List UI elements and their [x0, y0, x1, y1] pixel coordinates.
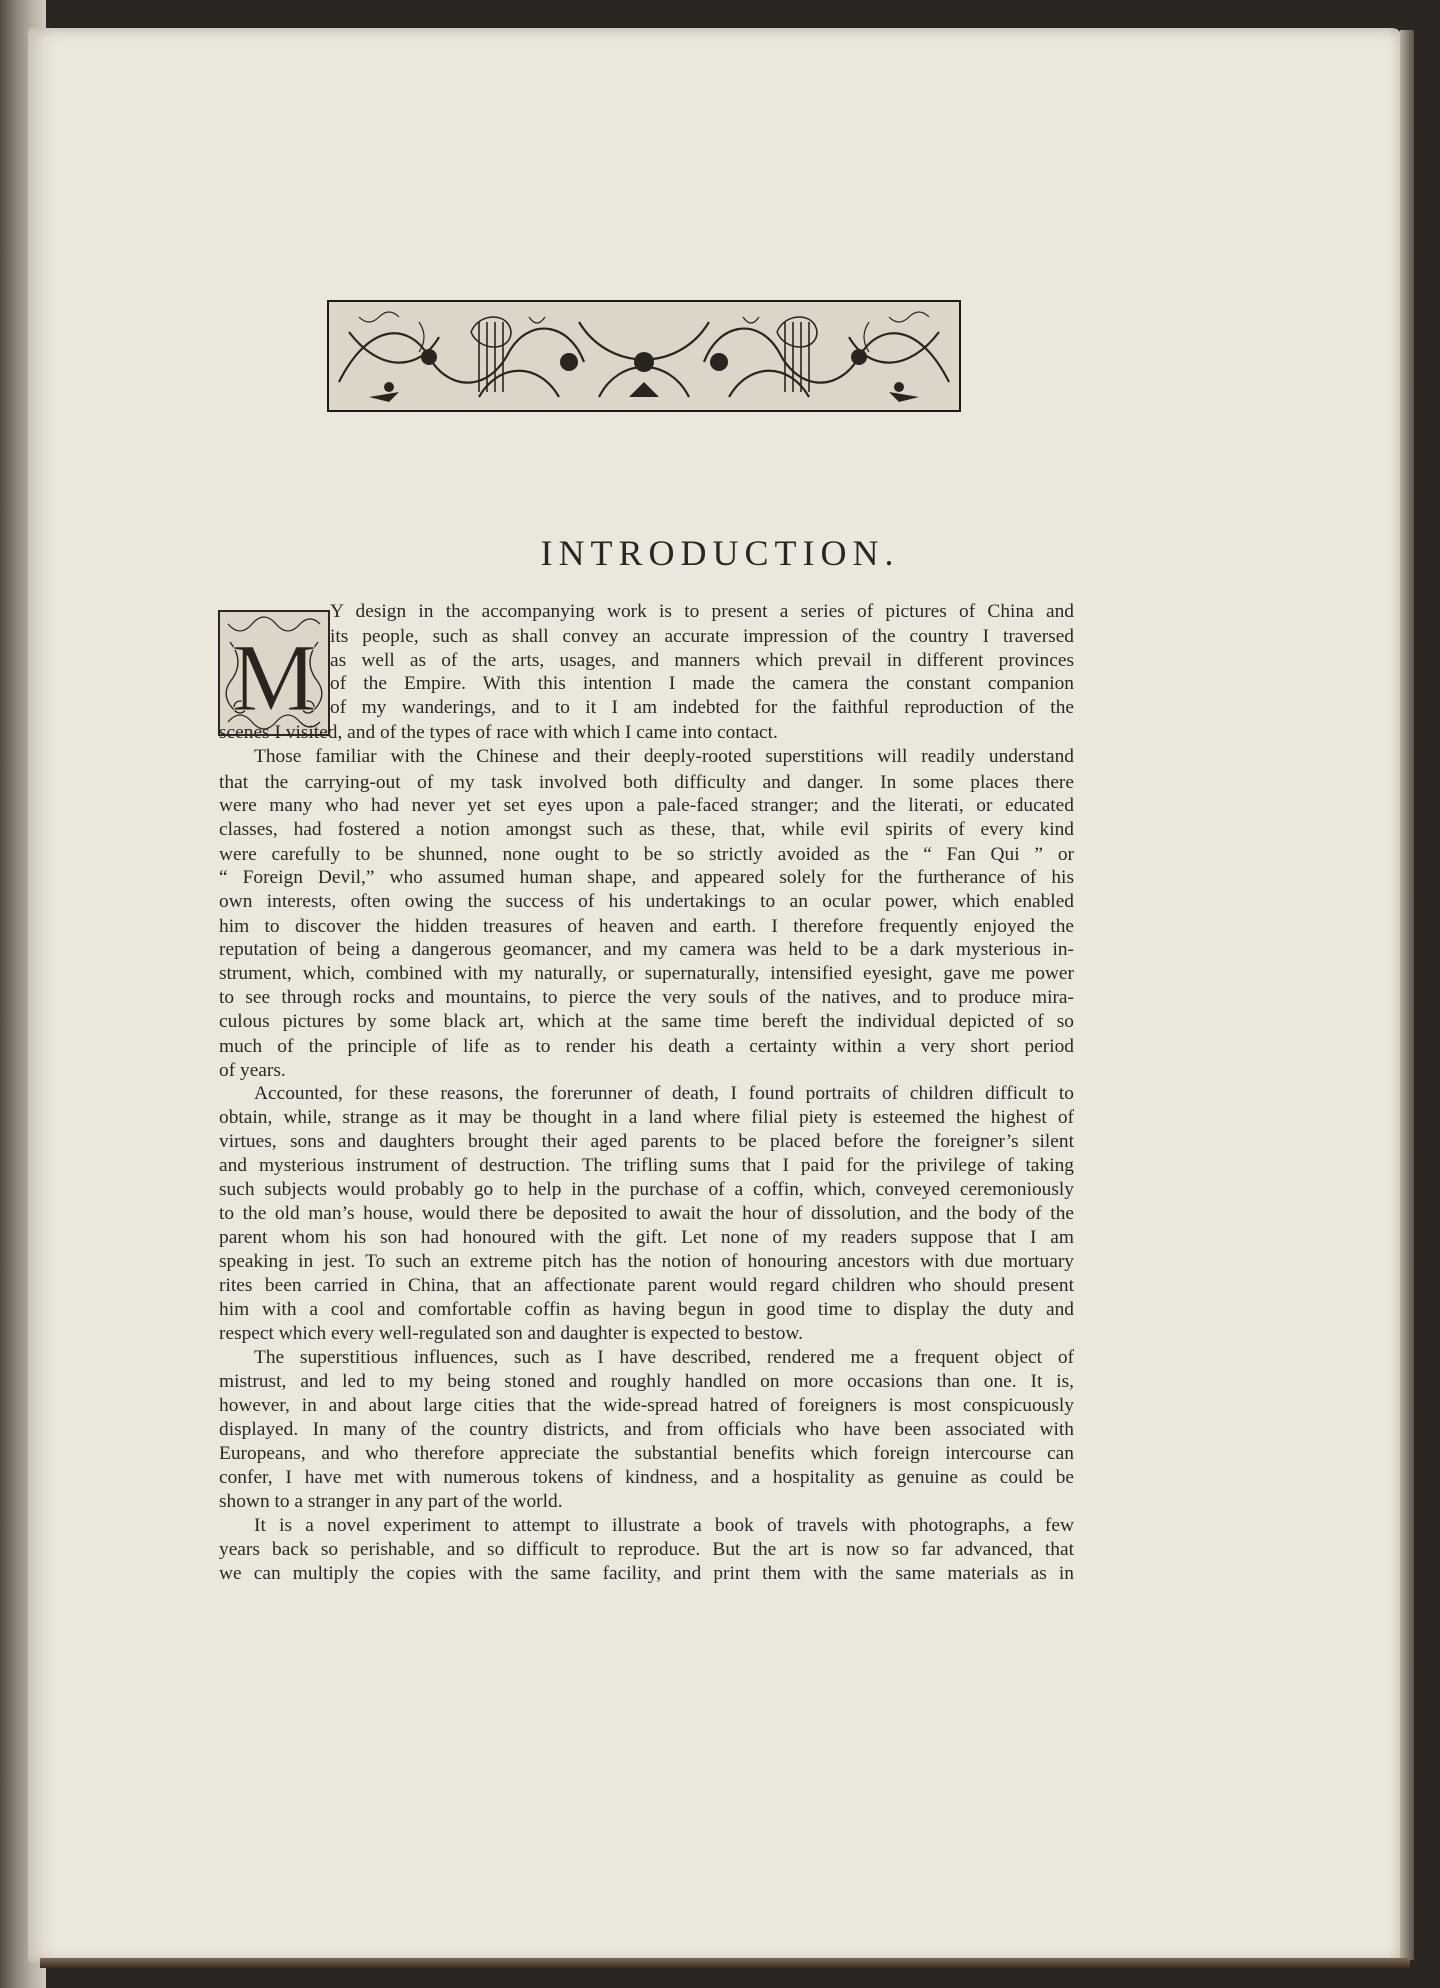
text-line: him with a cool and comfortable coffin as having begun in good time to display the duty and: [219, 1299, 1074, 1320]
page-stack-edge: [1400, 30, 1414, 1960]
text-line: parent whom his son had honoured with the gift. Let none of my readers suppose that I am: [219, 1227, 1074, 1248]
text-line: shown to a stranger in any part of the world.: [219, 1491, 563, 1512]
text-line: confer, I have met with numerous tokens of kindness, and a hospitality as genuine as could be: [219, 1467, 1074, 1488]
text-line: him to discover the hidden treasures of heaven and earth. I therefore frequently enjoyed the: [219, 916, 1074, 937]
text-line: strument, which, combined with my naturally, or supernaturally, intensified eyesight, gave me power: [219, 963, 1074, 984]
text-line: Europeans, and who therefore appreciate the substantial benefits which foreign intercourse can: [219, 1443, 1074, 1464]
text-line: reputation of being a dangerous geomancer, and my camera was held to be a dark mysterious in-: [219, 939, 1074, 960]
book-bottom-edge: [40, 1958, 1410, 1968]
ornamental-drop-cap: [218, 610, 330, 736]
text-line: “ Foreign Devil,” who assumed human shape, and appeared solely for the furtherance of his: [219, 867, 1074, 888]
text-line: that the carrying-out of my task involved both difficulty and danger. In some places there: [219, 772, 1074, 793]
text-line: It is a novel experiment to attempt to illustrate a book of travels with photographs, a few: [254, 1515, 1074, 1536]
text-line: of the Empire. With this intention I made the camera the constant companion: [330, 673, 1074, 694]
text-line: own interests, often owing the success of his undertakings to an ocular power, which enabled: [219, 891, 1074, 912]
text-line: much of the principle of life as to render his death a certainty within a very short period: [219, 1036, 1074, 1057]
text-line: classes, had fostered a notion amongst such as these, that, while evil spirits of every kind: [219, 819, 1074, 840]
text-line: Accounted, for these reasons, the forerunner of death, I found portraits of children difficult to: [254, 1083, 1074, 1104]
text-line: culous pictures by some black art, which at the same time bereft the individual depicted of so: [219, 1011, 1074, 1032]
text-line: to the old man’s house, would there be deposited to await the hour of dissolution, and the body of the: [219, 1203, 1074, 1224]
text-line: to see through rocks and mountains, to pierce the very souls of the natives, and to produce mira-: [219, 987, 1074, 1008]
text-line: speaking in jest. To such an extreme pitch has the notion of honouring ancestors with due mortuary: [219, 1251, 1074, 1272]
text-line: of years.: [219, 1060, 286, 1081]
text-line: as well as of the arts, usages, and manners which prevail in different provinces: [330, 650, 1074, 671]
text-line: displayed. In many of the country districts, and from officials who have been associated with: [219, 1419, 1074, 1440]
text-line: The superstitious influences, such as I have described, rendered me a frequent object of: [254, 1347, 1074, 1368]
text-line: respect which every well-regulated son and daughter is expected to bestow.: [219, 1323, 804, 1344]
chapter-title: INTRODUCTION.: [540, 533, 900, 573]
text-line: such subjects would probably go to help in the purchase of a coffin, which, conveyed ceremoniously: [219, 1179, 1074, 1200]
ornamental-headpiece: [327, 300, 961, 412]
text-line: Y design in the accompanying work is to present a series of pictures of China and: [330, 601, 1074, 622]
text-line: however, in and about large cities that the wide-spread hatred of foreigners is most conspicuously: [219, 1395, 1074, 1416]
text-line: years back so perishable, and so difficult to reproduce. But the art is now so far advanced, that: [219, 1539, 1074, 1560]
text-line: Those familiar with the Chinese and their deeply-rooted superstitions will readily understand: [254, 746, 1074, 767]
text-line: rites been carried in China, that an affectionate parent would regard children who should present: [219, 1275, 1074, 1296]
text-line: were carefully to be shunned, none ought to be so strictly avoided as the “ Fan Qui ” or: [219, 844, 1074, 865]
text-line: scenes I visited, and of the types of race with which I came into contact.: [219, 722, 778, 743]
text-line: its people, such as shall convey an accurate impression of the country I traversed: [330, 626, 1074, 647]
text-line: we can multiply the copies with the same facility, and print them with the same materials as in: [219, 1563, 1074, 1584]
text-line: and mysterious instrument of destruction. The trifling sums that I paid for the privilege of taking: [219, 1155, 1074, 1176]
text-line: virtues, sons and daughters brought their aged parents to be placed before the foreigner’s silent: [219, 1131, 1074, 1152]
text-line: were many who had never yet set eyes upon a pale-faced stranger; and the literati, or educated: [219, 795, 1074, 816]
text-line: obtain, while, strange as it may be thought in a land where filial piety is esteemed the highest of: [219, 1107, 1074, 1128]
drop-cap-letter: M: [231, 624, 317, 731]
text-line: mistrust, and led to my being stoned and roughly handled on more occasions than one. It is,: [219, 1371, 1074, 1392]
text-line: of my wanderings, and to it I am indebted for the faithful reproduction of the: [330, 697, 1074, 718]
